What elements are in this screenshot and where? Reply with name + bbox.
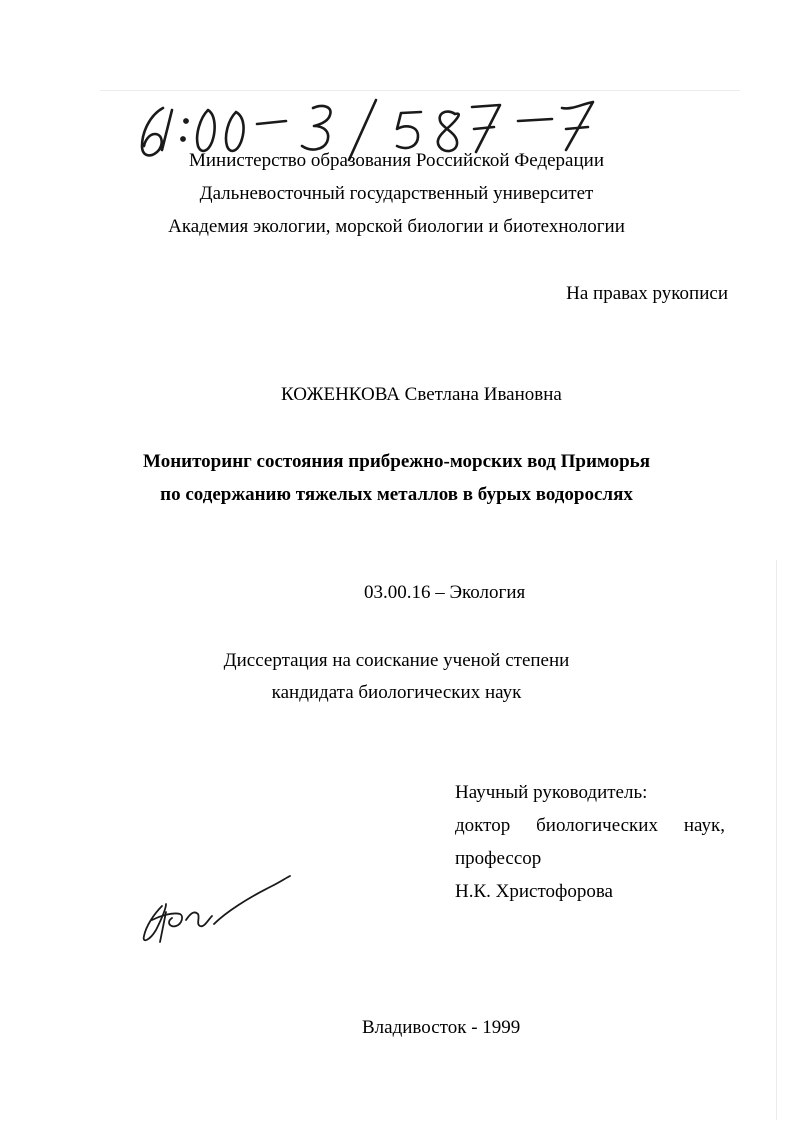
university-line: Дальневосточный государственный университет (199, 183, 594, 204)
supervisor-heading: Научный руководитель: (455, 782, 648, 803)
academy-line: Академия экологии, морской биологии и биотехнологии (168, 216, 625, 237)
handwritten-signature (130, 868, 305, 958)
author-name: КОЖЕНКОВА Светлана Ивановна (281, 384, 562, 405)
title-line-1: Мониторинг состояния прибрежно-морских вод Приморья (143, 451, 650, 472)
degree-line-2: кандидата биологических наук (271, 682, 522, 703)
supervisor-degree-word: биологических (536, 815, 658, 836)
supervisor-name: Н.К. Христофорова (455, 881, 613, 902)
supervisor-degree-word: наук, (683, 815, 725, 836)
supervisor-degree-word: доктор (455, 815, 511, 836)
degree-line-1: Диссертация на соискание ученой степени (223, 650, 570, 671)
supervisor-degree (455, 815, 725, 837)
supervisor-block (455, 782, 725, 902)
scan-edge-right (776, 560, 777, 1120)
title-line-2: по содержанию тяжелых металлов в бурых водорослях (160, 484, 633, 505)
manuscript-note: На правах рукописи (566, 283, 728, 304)
supervisor-rank: профессор (455, 848, 542, 869)
specialty-code: 03.00.16 – Экология (364, 582, 526, 603)
ministry-line: Министерство образования Российской Федерации (189, 150, 604, 171)
footer-city-year: Владивосток - 1999 (362, 1017, 521, 1038)
